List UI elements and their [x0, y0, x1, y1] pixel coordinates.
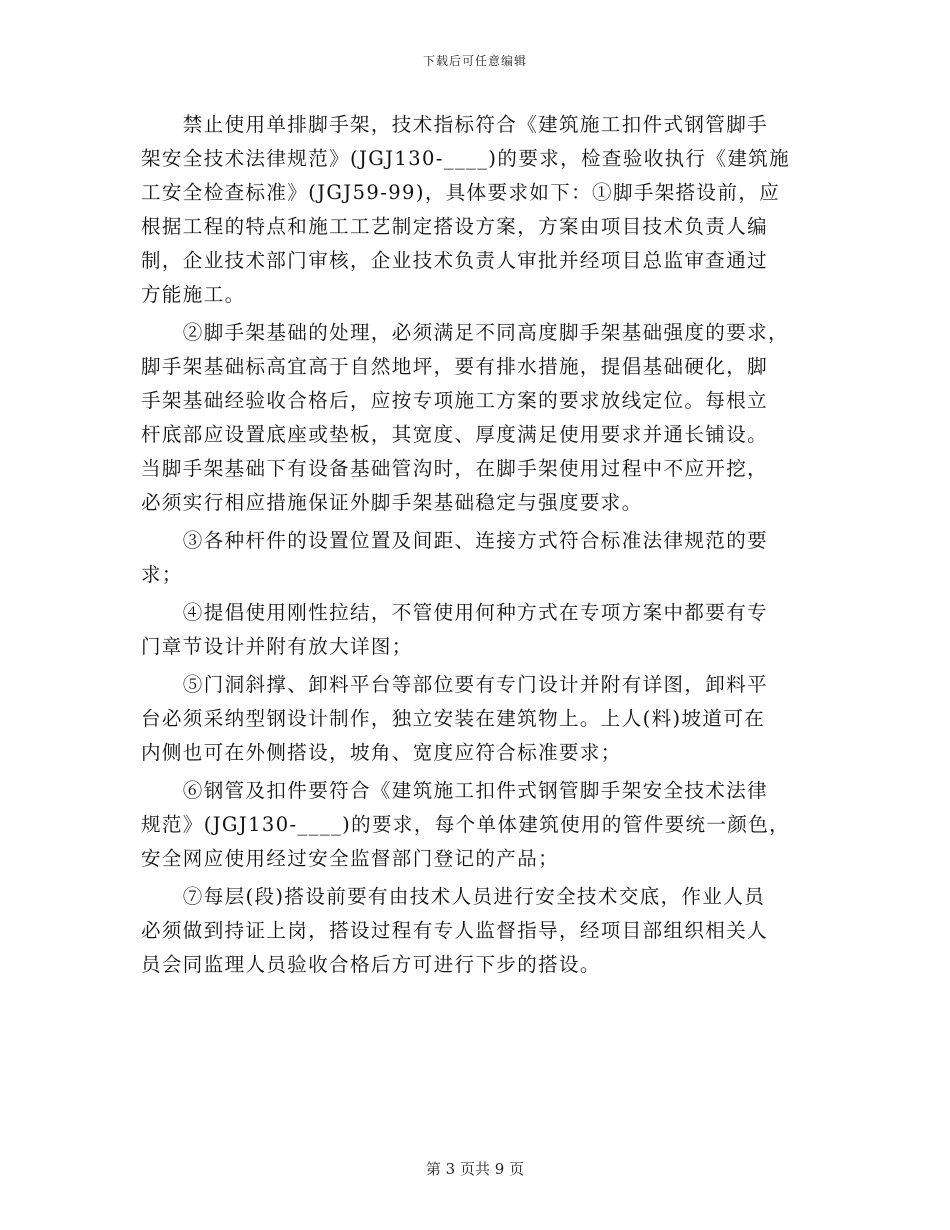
text-line: 必须实行相应措施保证外脚手架基础稳定与强度要求。: [141, 491, 643, 514]
text-line: 手架基础经验收合格后，应按专项施工方案的要求放线定位。每根立: [141, 389, 769, 412]
text-line: 制，企业技术部门审核，企业技术负责人审批并经项目总监审查通过: [141, 249, 769, 272]
document-body: [141, 108, 813, 982]
paragraph-2: [141, 316, 813, 520]
text-line: 工安全检查标准》(JGJ59-99)，具体要求如下：①脚手架搭设前，应: [141, 181, 781, 204]
text-line: 根据工程的特点和施工工艺制定搭设方案，方案由项目技术负责人编: [141, 215, 769, 238]
paragraph-3: [141, 524, 813, 592]
text-line: ⑦每层(段)搭设前要有由技术人员进行安全技术交底，作业人员: [141, 885, 766, 908]
text-line: 架安全技术法律规范》(JGJ130-____)的要求，检查验收执行《建筑施: [141, 147, 791, 170]
text-line: 台必须采纳型钢设计制作，独立安装在建筑物上。上人(料)坡道可在: [141, 707, 766, 730]
text-line: 门章节设计并附有放大详图；: [141, 635, 413, 658]
text-line: ②脚手架基础的处理，必须满足不同高度脚手架基础强度的要求，: [141, 321, 789, 344]
text-line: 禁止使用单排脚手架，技术指标符合《建筑施工扣件式钢管脚手: [141, 113, 769, 136]
text-line: ⑤门洞斜撑、卸料平台等部位要有专门设计并附有详图，卸料平: [141, 673, 769, 696]
paragraph-6: [141, 774, 813, 876]
text-line: ⑥钢管及扣件要符合《建筑施工扣件式钢管脚手架安全技术法律: [141, 779, 769, 802]
paragraph-4: [141, 596, 813, 664]
text-line: 内侧也可在外侧搭设，坡角、宽度应符合标准要求；: [141, 741, 622, 764]
text-line: 脚手架基础标高宜高于自然地坪，要有排水措施，提倡基础硬化，脚: [141, 355, 769, 378]
text-line: 求；: [141, 563, 183, 586]
page-header: 下载后可任意编辑: [422, 54, 527, 68]
text-line: 规范》(JGJ130-____)的要求，每个单体建筑使用的管件要统一颜色，: [141, 813, 791, 836]
text-line: 当脚手架基础下有设备基础管沟时，在脚手架使用过程中不应开挖，: [141, 457, 769, 480]
text-line: 员会同监理人员验收合格后方可进行下步的搭设。: [141, 953, 601, 976]
paragraph-7: [141, 880, 813, 982]
text-line: 安全网应使用经过安全监督部门登记的产品；: [141, 847, 560, 870]
text-line: ③各种杆件的设置位置及间距、连接方式符合标准法律规范的要: [141, 529, 769, 552]
paragraph-5: [141, 668, 813, 770]
paragraph-1: [141, 108, 813, 312]
text-line: 方能施工。: [141, 283, 246, 306]
text-line: ④提倡使用刚性拉结，不管使用何种方式在专项方案中都要有专: [141, 601, 769, 624]
text-line: 杆底部应设置底座或垫板，其宽度、厚度满足使用要求并通长铺设。: [141, 423, 769, 446]
page-number: 第 3 页共 9 页: [425, 1160, 525, 1178]
text-line: 必须做到持证上岗，搭设过程有专人监督指导，经项目部组织相关人: [141, 919, 769, 942]
